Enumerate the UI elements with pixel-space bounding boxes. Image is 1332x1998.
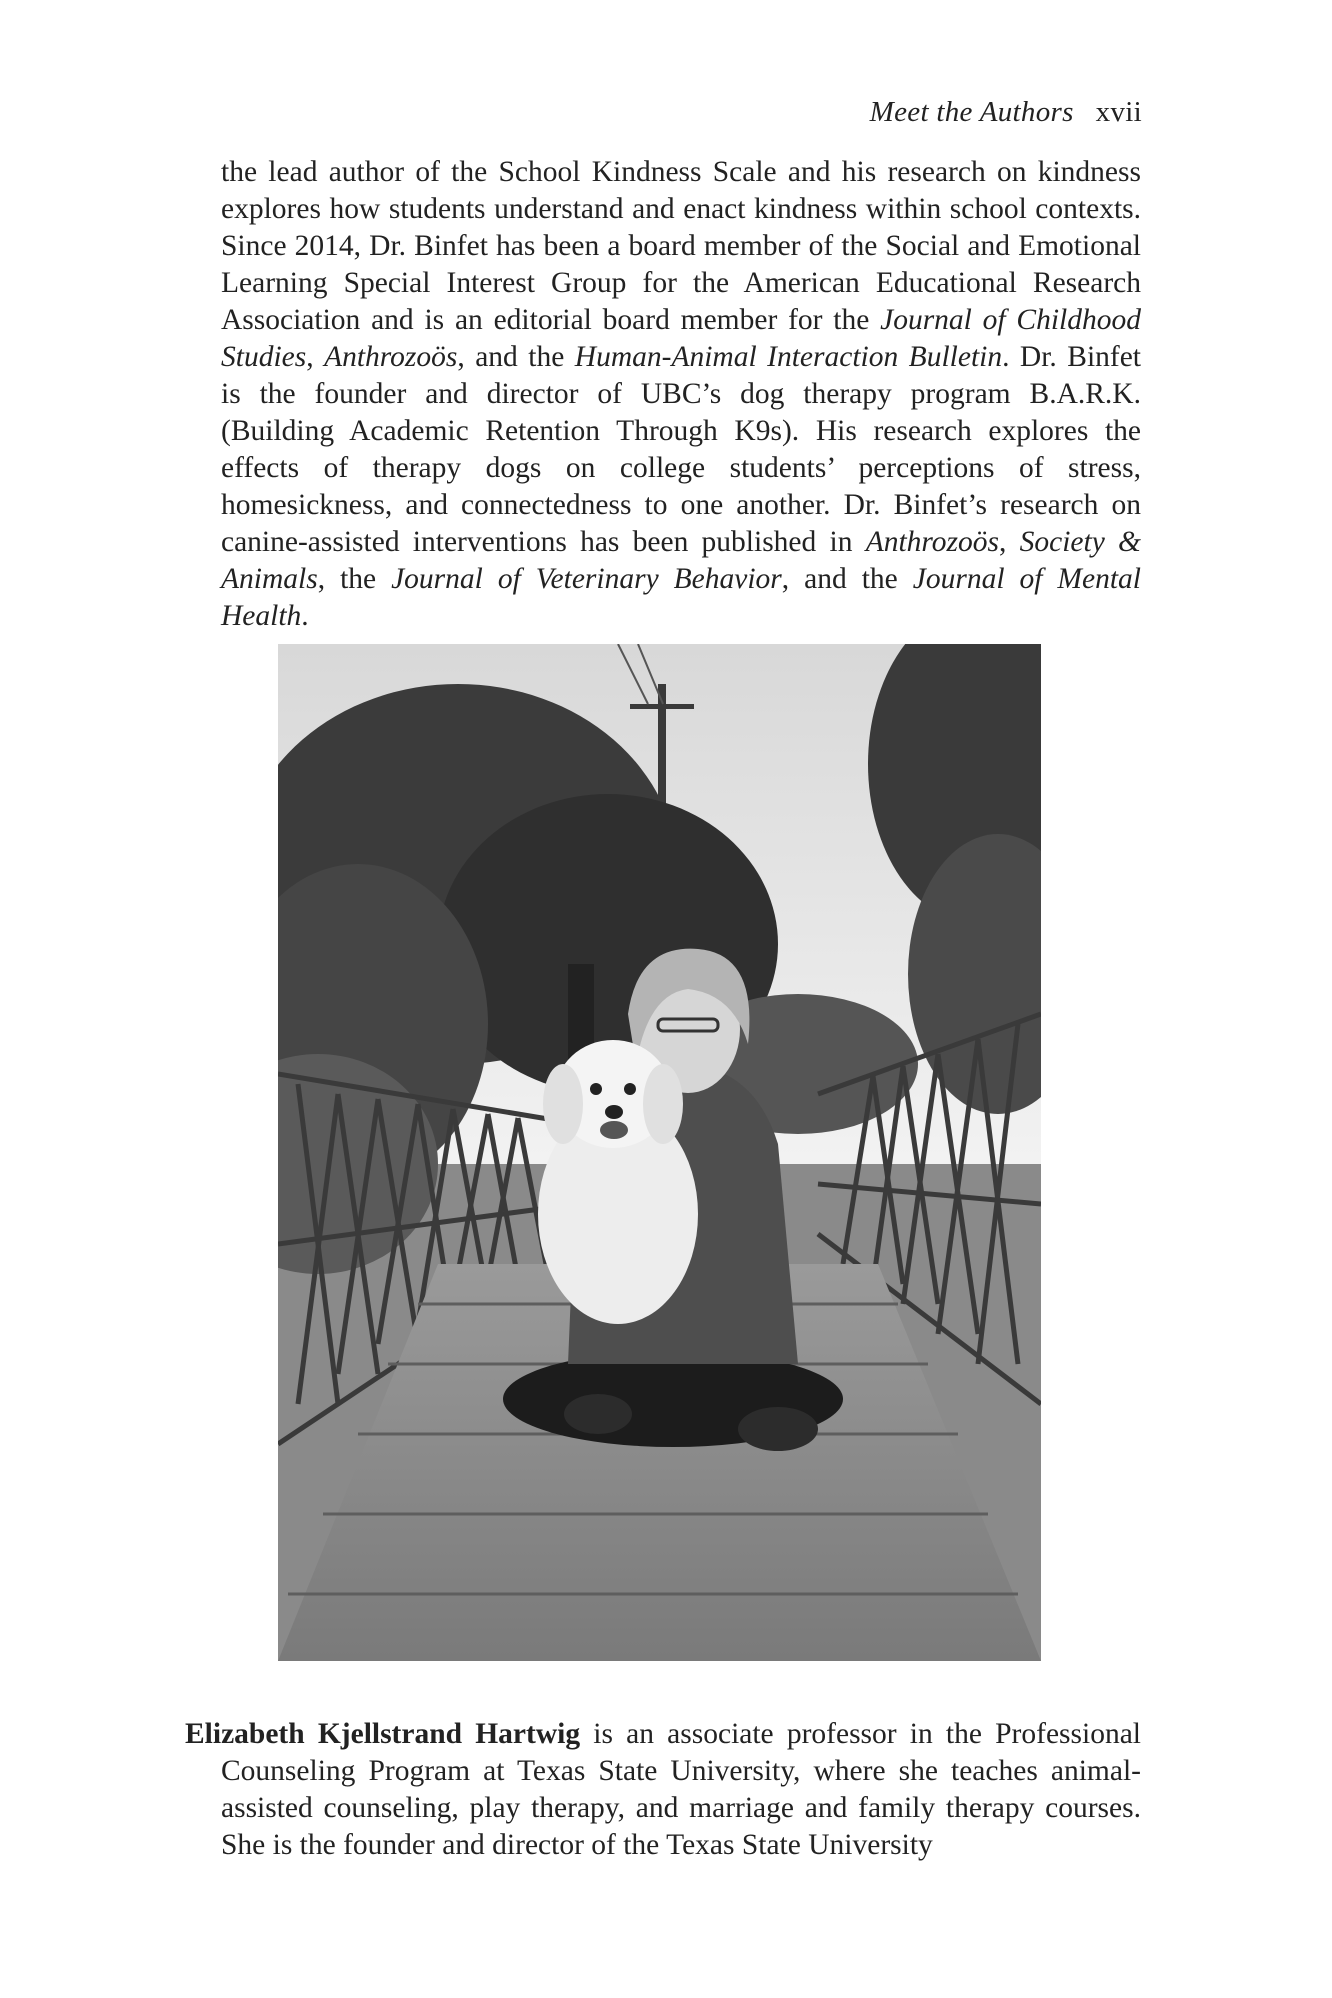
journal-title: Society & Animals (221, 526, 1141, 595)
text-segment: is an associate professor in the Professional Counseling Program at Texas State University, where she teaches animal-assisted counseling, play therapy, and marriage and family therapy courses. She is the founder and director of the Texas State University (221, 1718, 1141, 1861)
journal-title: Journal of Veterinary Behavior (391, 563, 782, 595)
text-segment: , and the (781, 563, 913, 595)
text-segment: . (301, 600, 309, 632)
text-segment: . Dr. Binfet is the founder and director of UBC’s dog therapy program B.A.R.K. (Building Academic Retention Through K9s). His research explores the effects of therapy dogs on college students’ perceptions of stress, homesickness, and connectedness to one another. Dr. Binfet’s research on canine-assisted interventions has been published in (221, 341, 1142, 558)
text-segment: , (999, 526, 1020, 558)
photo-illustration (278, 644, 1041, 1661)
journal-title: Human-Animal Interaction Bulletin (574, 341, 1003, 373)
journal-title: Journal of Mental Health (221, 563, 1141, 632)
text-segment: the lead author of the School Kindness Scale and his research on kindness explores how students understand and enact kindness within school contexts. Since 2014, Dr. Binfet has been a board member of the Social and Emotional Learning Special Interest Group for the American Educational Research Association and is an editorial board member for the (221, 156, 1141, 336)
author-name: Elizabeth Kjellstrand Hartwig (185, 1718, 581, 1750)
running-header-title: Meet the Authors (869, 96, 1074, 128)
paragraph-binfet-bio (221, 154, 1141, 635)
text-segment: , (306, 341, 325, 373)
dog (538, 1040, 698, 1324)
journal-title: Anthrozoös (324, 341, 458, 373)
journal-title: Journal of Childhood Studies (221, 304, 1141, 373)
running-header (870, 96, 1142, 129)
text-segment: , the (317, 563, 392, 595)
paragraph-hartwig-bio (185, 1716, 1141, 1864)
text-segment: , and the (457, 341, 575, 373)
page-number: xvii (1095, 96, 1142, 128)
author-photo (278, 644, 1041, 1661)
journal-title: Anthrozoös (865, 526, 1000, 558)
